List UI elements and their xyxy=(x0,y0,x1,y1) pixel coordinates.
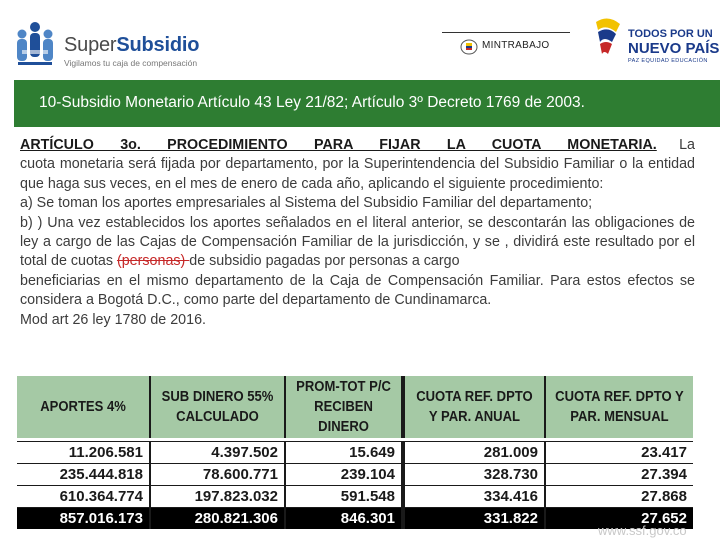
table-cell: 23.417 xyxy=(545,441,693,463)
supersubsidio-logo xyxy=(14,20,234,76)
section-banner xyxy=(14,80,720,127)
family-icon xyxy=(14,20,56,72)
page-header xyxy=(0,0,720,80)
table-cell: 197.823.032 xyxy=(150,485,285,507)
table-cell: 334.416 xyxy=(403,485,545,507)
table-cell: 239.104 xyxy=(285,463,403,485)
mintrabajo-logo xyxy=(442,26,572,62)
table-cell: 27.394 xyxy=(545,463,693,485)
total-cell: 27.652 xyxy=(545,507,693,529)
table-cell: 591.548 xyxy=(285,485,403,507)
article-heading-line: ARTÍCULO 3o. PROCEDIMIENTO PARA FIJAR LA CUOTA MONETARIA. La xyxy=(20,137,696,153)
footer-url: www.ssf.gov.co xyxy=(598,523,687,538)
col-header-sub-dinero: SUB DINERO 55% CALCULADO xyxy=(157,376,279,438)
table-cell: 11.206.581 xyxy=(17,441,150,463)
table-cell: 27.868 xyxy=(545,485,693,507)
table-total-row xyxy=(17,507,693,529)
table-cell: 235.444.818 xyxy=(17,463,150,485)
total-cell: 331.822 xyxy=(403,507,545,529)
todos-por-un-nuevo-pais-logo xyxy=(590,14,718,74)
table-row xyxy=(17,485,693,507)
coat-of-arms-icon xyxy=(460,39,478,55)
article-body xyxy=(20,136,695,330)
ministry-name: MINTRABAJO xyxy=(482,40,550,51)
divider xyxy=(442,32,570,33)
table-row xyxy=(17,441,693,463)
paragraph-b: b) ) Una vez establecidos los aportes señalados en el literal anterior, se descontarán las obligaciones de ley a cargo de las Cajas de Compensación Familiar de la jurisdicción, y se , dividirá este resultado por el total de cuotas (personas) de subsidio pagadas por personas a cargo xyxy=(20,214,695,270)
flag-swirl-icon xyxy=(590,14,624,64)
struck-text: (personas) xyxy=(116,253,190,270)
campaign-line-2: NUEVO PAÍS xyxy=(628,40,720,57)
campaign-line-3: PAZ EQUIDAD EDUCACIÓN xyxy=(628,58,708,64)
brand-name: SuperSubsidio xyxy=(64,34,200,56)
col-header-prom-tot: PROM-TOT P/C RECIBEN DINERO xyxy=(291,376,397,438)
paragraph-a: a) Se toman los aportes empresariales al Sistema del Subsidio Familiar del departamento; xyxy=(20,195,593,212)
table-cell: 78.600.771 xyxy=(150,463,285,485)
col-header-cuota-anual: CUOTA REF. DPTO Y PAR. ANUAL xyxy=(410,376,538,438)
modification-note: Mod art 26 ley 1780 de 2016. xyxy=(20,311,206,328)
quota-table xyxy=(17,376,693,529)
paragraph-1: cuota monetaria será fijada por departamento, por la Superintendencia del Subsidio Familiar o la entidad que haga sus veces, en el mes de enero de cada año, aplicando el siguiente procedimiento: xyxy=(20,156,695,192)
table-cell: 281.009 xyxy=(403,441,545,463)
campaign-line-1: TODOS POR UN xyxy=(628,28,713,40)
total-cell: 846.301 xyxy=(285,507,403,529)
col-header-cuota-mensual: CUOTA REF. DPTO Y PAR. MENSUAL xyxy=(552,376,685,438)
table-cell: 15.649 xyxy=(285,441,403,463)
table-row xyxy=(17,463,693,485)
banner-title: 10-Subsidio Monetario Artículo 43 Ley 21/82; Artículo 3º Decreto 1769 de 2003. xyxy=(39,94,585,111)
col-header-aportes: APORTES 4% xyxy=(24,376,144,438)
table-cell: 4.397.502 xyxy=(150,441,285,463)
paragraph-beneficiarias: beneficiarias en el mismo departamento de la Caja de Compensación Familiar. Para estos efectos se considera a Bogotá D.C., como parte del departamento de Cundinamarca. xyxy=(20,272,695,309)
table-cell: 610.364.774 xyxy=(17,485,150,507)
total-cell: 280.821.306 xyxy=(150,507,285,529)
total-cell: 857.016.173 xyxy=(17,507,150,529)
article-title: ARTÍCULO 3o. PROCEDIMIENTO PARA FIJAR LA CUOTA MONETARIA. xyxy=(20,137,657,153)
table-cell: 328.730 xyxy=(403,463,545,485)
brand-tagline: Vigilamos tu caja de compensación xyxy=(64,58,198,68)
